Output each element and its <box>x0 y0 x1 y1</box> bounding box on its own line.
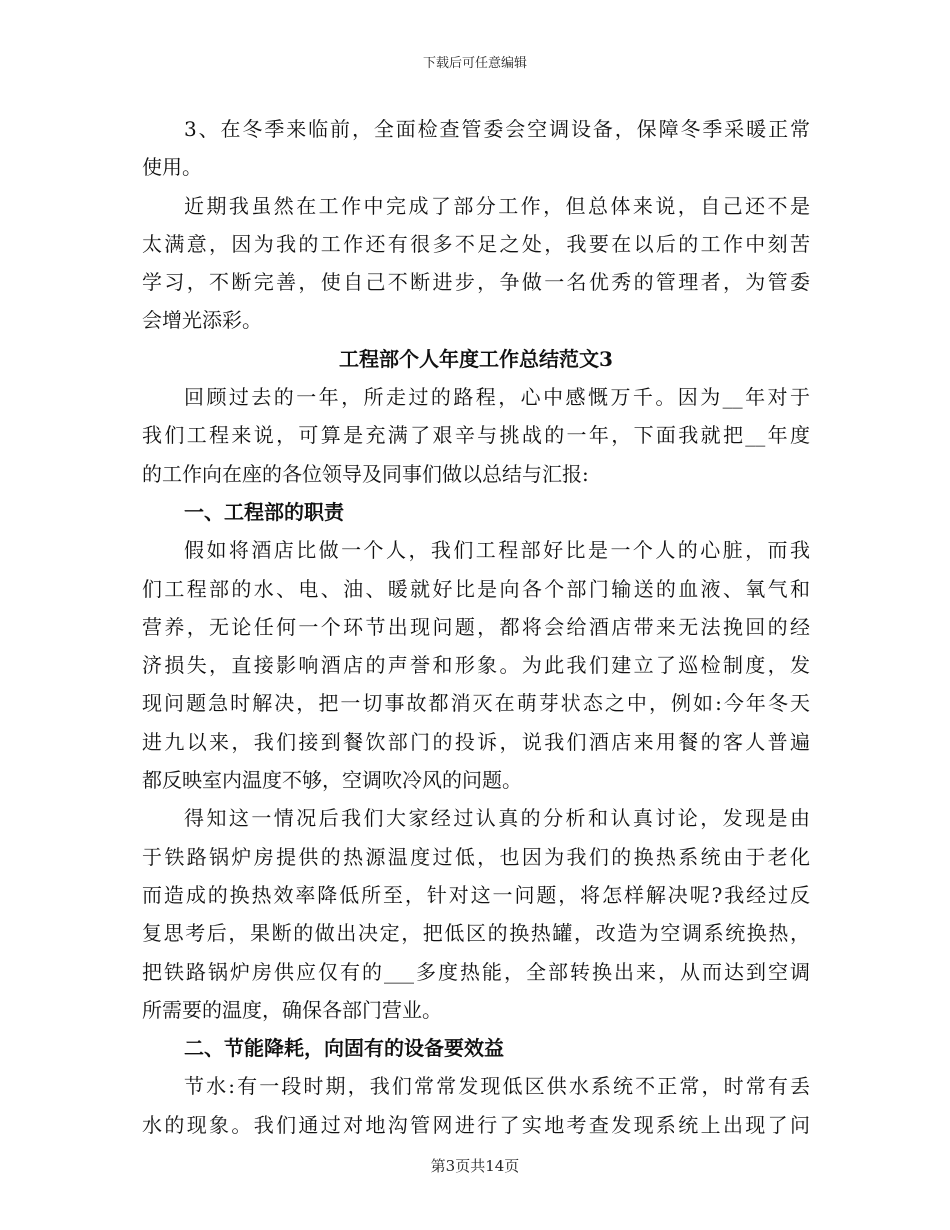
paragraph-line: 于铁路锅炉房提供的热源温度过低，也因为我们的换热系统由于老化 <box>142 844 810 869</box>
paragraph-line: 学习，不断完善，使自己不断进步，争做一名优秀的管理者，为管委 <box>142 270 810 295</box>
paragraph-line: 水的现象。我们通过对地沟管网进行了实地考查发现系统上出现了问 <box>142 1112 810 1137</box>
paragraph-line: 假如将酒店比做一个人，我们工程部好比是一个人的心脏，而我 <box>184 538 810 563</box>
paragraph-line: 得知这一情况后我们大家经过认真的分析和认真讨论，发现是由 <box>184 806 810 831</box>
document-body <box>142 110 810 1144</box>
paragraph-line: 而造成的换热效率降低所至，针对这一问题，将怎样解决呢?我经过反 <box>142 882 810 907</box>
paragraph-line: 所需要的温度，确保各部门营业。 <box>142 997 442 1022</box>
paragraph-line: 会增光添彩。 <box>142 308 262 333</box>
paragraph-line: 节水:有一段时期，我们常常发现低区供水系统不正常，时常有丢 <box>184 1074 810 1099</box>
paragraph-line: 济损失，直接影响酒店的声誉和形象。为此我们建立了巡检制度，发 <box>142 653 810 678</box>
paragraph-line: 现问题急时解决，把一切事故都消灭在萌芽状态之中，例如:今年冬天 <box>142 691 810 716</box>
paragraph-line: 回顾过去的一年，所走过的路程，心中感慨万千。因为__年对于 <box>184 385 810 410</box>
paragraph-line: 把铁路锅炉房供应仅有的___多度热能，全部转换出来，从而达到空调 <box>142 959 810 984</box>
section-title: 工程部个人年度工作总结范文3 <box>339 346 613 371</box>
page-footer: 第3页共14页 <box>430 1157 520 1175</box>
paragraph-line: 3、在冬季来临前，全面检查管委会空调设备，保障冬季采暖正常 <box>184 117 810 141</box>
paragraph-line: 都反映室内温度不够，空调吹冷风的问题。 <box>142 768 522 793</box>
paragraph-line: 太满意，因为我的工作还有很多不足之处，我要在以后的工作中刻苦 <box>142 231 810 256</box>
section-heading: 一、工程部的职责 <box>184 499 344 524</box>
paragraph-line: 使用。 <box>142 155 202 180</box>
paragraph-line: 复思考后，果断的做出决定，把低区的换热罐，改造为空调系统换热， <box>142 921 810 946</box>
paragraph-line: 近期我虽然在工作中完成了部分工作，但总体来说，自己还不是 <box>184 193 810 218</box>
page-header: 下载后可任意编辑 <box>422 56 527 71</box>
paragraph-line: 的工作向在座的各位领导及同事们做以总结与汇报: <box>142 461 589 486</box>
paragraph-line: 我们工程来说，可算是充满了艰辛与挑战的一年，下面我就把__年度 <box>142 423 810 448</box>
section-heading: 二、节能降耗，向固有的设备要效益 <box>184 1036 504 1061</box>
paragraph-line: 们工程部的水、电、油、暖就好比是向各个部门输送的血液、氧气和 <box>142 576 810 601</box>
paragraph-line: 营养，无论任何一个环节出现问题，都将会给酒店带来无法挽回的经 <box>142 614 810 639</box>
paragraph-line: 进九以来，我们接到餐饮部门的投诉，说我们酒店来用餐的客人普遍 <box>142 729 810 754</box>
